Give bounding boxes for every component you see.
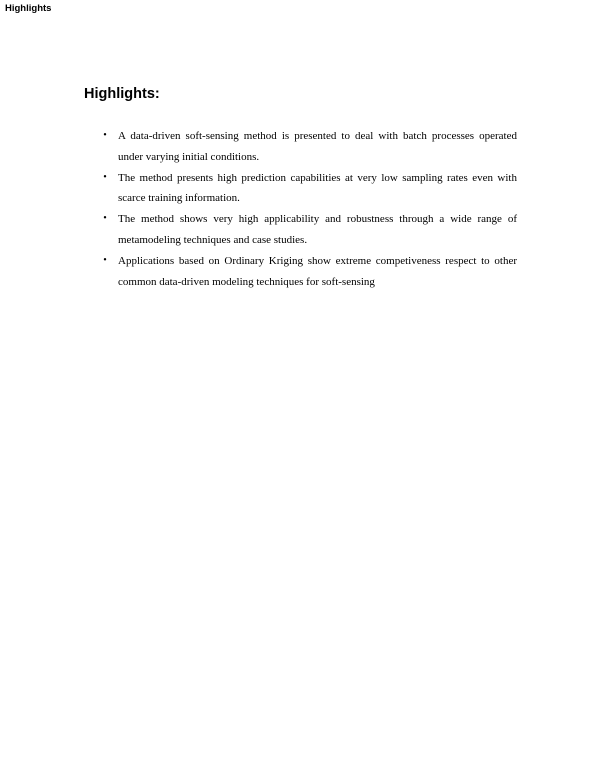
- bullet-icon: •: [103, 171, 107, 183]
- list-item: [100, 126, 517, 168]
- list-item-text: A data-driven soft-sensing method is presented to deal with batch processes operated under varying initial conditions.: [118, 130, 517, 163]
- list-item-text: The method shows very high applicability and robustness through a wide range of metamodeling techniques and case studies.: [118, 213, 517, 246]
- list-item-text: Applications based on Ordinary Kriging show extreme competiveness respect to other common data-driven modeling techniques for soft-sensing: [118, 254, 517, 288]
- page-title: Highlights:: [84, 86, 160, 102]
- highlights-list: [100, 126, 517, 292]
- list-item-text: The method presents high prediction capabilities at very low sampling rates even with scarce training information.: [118, 171, 517, 205]
- list-item: [100, 168, 517, 210]
- bullet-icon: •: [103, 213, 107, 225]
- bullet-icon: •: [103, 254, 107, 266]
- list-item: [100, 209, 517, 251]
- list-item: [100, 251, 517, 293]
- bullet-icon: •: [103, 130, 107, 141]
- running-header: Highlights: [5, 3, 52, 14]
